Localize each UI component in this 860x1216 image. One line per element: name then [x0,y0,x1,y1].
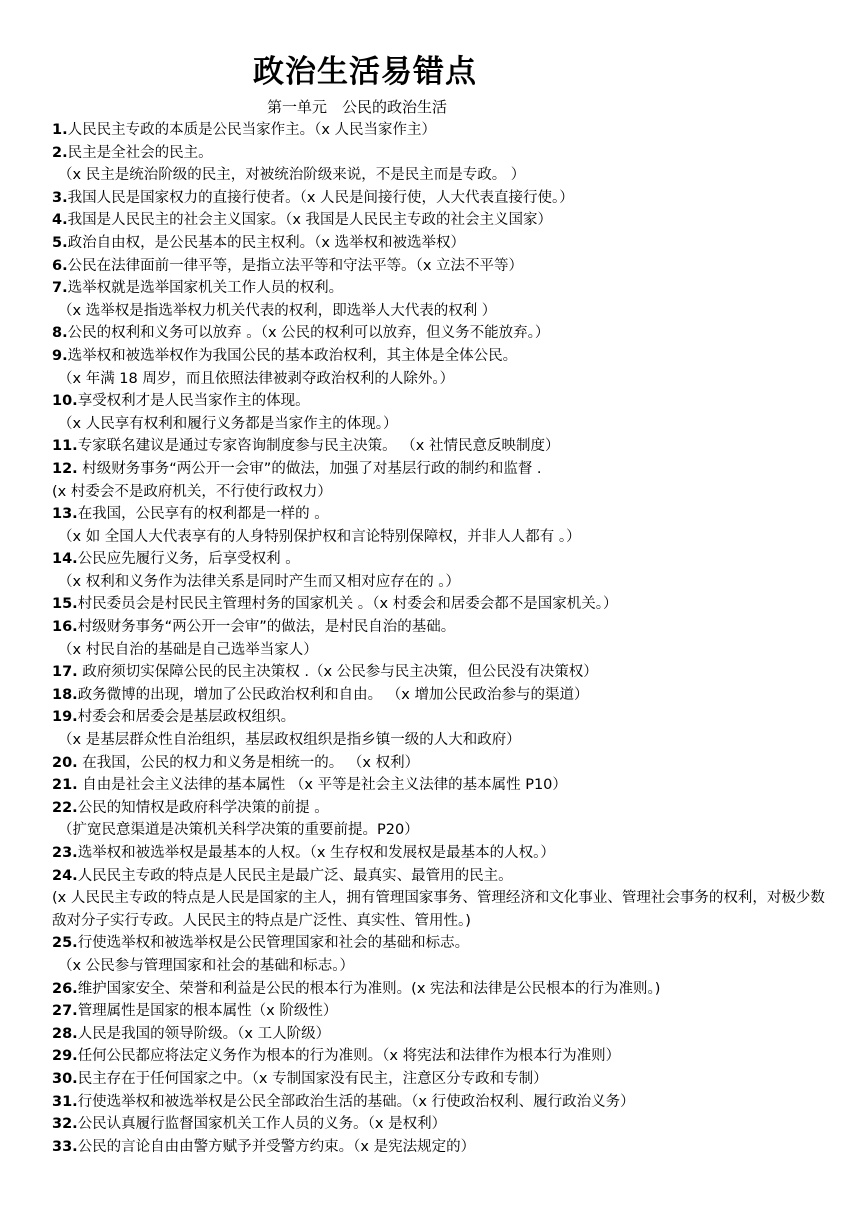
item-line [52,1136,832,1159]
item-number: 17. [52,664,78,681]
item-text: 人民民主专政的本质是公民当家作主。（x 人民当家作主） [67,122,437,138]
item-correction-line [52,526,832,549]
item-text: 管理属性是国家的根本属性（x 阶级性） [77,1003,338,1020]
item-text: 公民应先履行义务，后享受权利 。 [77,551,300,568]
item-number: 10. [52,393,78,410]
item-text: 选举权和被选举权作为我国公民的基本政治权利，其主体是全体公民。 [67,347,518,364]
item-line [52,209,832,232]
item-number: 20. [52,754,78,771]
item-number: 26. [52,980,78,997]
item-text: 民主存在于任何国家之中。（x 专制国家没有民主，注意区分专政和专制） [77,1070,548,1087]
item-number: 18. [52,686,78,703]
item-text: （x 选举权是指选举权力机关代表的权利，即选举人大代表的权利 ） [58,302,497,319]
item-line [52,1045,832,1068]
item-number: 28. [52,1025,78,1042]
item-text: 维护国家安全、荣誉和利益是公民的根本行为准则。(x 宪法和法律是公民根本的行为准则。) [77,980,661,997]
item-line [52,593,832,616]
item-number: 2. [52,144,68,161]
item-text: 政治自由权，是公民基本的民主权利。（x 选举权和被选举权） [67,234,466,251]
item-line [52,277,832,300]
item-text: 公民的权利和义务可以放弃 。（x 公民的权利可以放弃，但义务不能放弃。） [67,325,550,342]
item-line [52,142,832,165]
item-text: (x 人民民主专政的特点是人民是国家的主人，拥有管理国家事务、管理经济和文化事业、管理社会事务的权利，对极少数敌对分子实行专政。人民民主的特点是广泛性、真实性、管用性。) [52,890,825,929]
item-number: 8. [52,325,68,342]
item-number: 14. [52,551,78,568]
item-text: 村级财务事务“两公开一会审”的做法，是村民自治的基础。 [77,619,456,636]
item-line [52,797,832,820]
item-text: （x 是基层群众性自治组织，基层政权组织是指乡镇一级的人大和政府） [58,732,521,749]
item-line [52,503,832,526]
item-correction-line [52,368,832,391]
item-number: 9. [52,347,68,364]
item-text: 在我国，公民的权力和义务是相统一的。 （x 权利） [77,754,420,771]
item-line [52,322,832,345]
document-title: 政治生活易错点 [253,54,477,90]
item-number: 5. [52,234,68,251]
item-text: 公民的言论自由由警方赋予并受警方约束。（x 是宪法规定的） [77,1138,476,1155]
item-line [52,865,832,888]
item-number: 22. [52,799,78,816]
item-line [52,119,832,142]
item-correction-line [52,887,832,932]
item-number: 1. [52,122,68,138]
item-line [52,1068,832,1091]
item-line [52,616,832,639]
item-correction-line [52,164,832,187]
item-line [52,345,832,368]
item-correction-line [52,819,832,842]
item-text: 公民的知情权是政府科学决策的前提 。 [77,799,329,816]
item-number: 33. [52,1138,78,1155]
item-line [52,932,832,955]
item-number: 6. [52,257,68,274]
item-line [52,684,832,707]
item-correction-line [52,300,832,323]
item-text: 行使选举权和被选举权是公民管理国家和社会的基础和标志。 [77,935,470,952]
item-text: （扩宽民意渠道是决策机关科学决策的重要前提。P20） [58,822,419,839]
item-text: 民主是全社会的民主。 [67,144,213,161]
item-text: 公民认真履行监督国家机关工作人员的义务。（x 是权利） [77,1116,447,1133]
item-line [52,390,832,413]
item-text: 享受权利才是人民当家作主的体现。 [77,393,310,410]
item-text: 我国人民是国家权力的直接行使者。（x 人民是间接行使，人大代表直接行使。） [67,189,574,206]
item-text: (x 村委会不是政府机关，不行使行政权力） [52,483,332,500]
item-correction-line [52,639,832,662]
item-correction-line [52,955,832,978]
item-text: 在我国，公民享有的权利都是一样的 。 [77,506,329,523]
item-correction-line [52,481,832,504]
item-text: 村委会和居委会是基层政权组织。 [77,709,296,726]
item-text: 行使选举权和被选举权是公民全部政治生活的基础。（x 行使政治权利、履行政治义务） [77,1093,635,1110]
item-text: 村级财务事务“两公开一会审”的做法，加强了对基层行政的制约和监督 . [77,460,542,477]
item-number: 7. [52,280,68,297]
item-list [52,119,832,1158]
item-text: 人民是我国的领导阶级。（x 工人阶级） [77,1025,331,1042]
item-line [52,842,832,865]
item-number: 23. [52,845,78,861]
item-line [52,774,832,797]
item-number: 13. [52,506,78,523]
item-text: 村民委员会是村民民主管理村务的国家机关 。（x 村委会和居委会都不是国家机关。） [77,596,618,613]
item-text: （x 如 全国人大代表享有的人身特别保护权和言论特别保障权，并非人人都有 。） [58,528,581,545]
item-line [52,752,832,775]
item-number: 19. [52,709,78,726]
unit-subtitle: 第一单元 公民的政治生活 [266,98,447,116]
item-text: 任何公民都应将法定义务作为根本的行为准则。（x 将宪法和法律作为根本行为准则） [77,1048,621,1065]
item-text: （x 公民参与管理国家和社会的基础和标志。） [58,957,354,974]
item-line [52,255,832,278]
item-text: 自由是社会主义法律的基本属性 （x 平等是社会主义法律的基本属性 P10） [77,777,567,794]
item-number: 24. [52,867,78,884]
item-line [52,435,832,458]
item-line [52,548,832,571]
item-text: 专家联名建议是通过专家咨询制度参与民主决策。 （x 社情民意反映制度） [77,438,560,455]
item-number: 27. [52,1003,78,1020]
item-number: 32. [52,1116,78,1133]
item-text: （x 年满 18 周岁，而且依照法律被剥夺政治权利的人除外。） [58,370,455,387]
item-number: 25. [52,935,78,952]
item-correction-line [52,571,832,594]
item-line [52,458,832,481]
item-text: （x 村民自治的基础是自己选举当家人） [58,641,318,658]
item-correction-line [52,729,832,752]
item-line [52,706,832,729]
item-text: 公民在法律面前一律平等，是指立法平等和守法平等。（x 立法不平等） [67,257,524,274]
item-number: 16. [52,619,78,636]
item-number: 15. [52,596,78,613]
item-line [52,1113,832,1136]
item-text: 政府须切实保障公民的民主决策权 .（x 公民参与民主决策，但公民没有决策权） [77,664,598,681]
item-line [52,187,832,210]
item-text: （x 人民享有权利和履行义务都是当家作主的体现。） [58,415,398,432]
item-text: 选举权和被选举权是最基本的人权。（x 生存权和发展权是最基本的人权。） [77,845,555,861]
item-number: 12. [52,460,78,477]
item-number: 21. [52,777,78,794]
item-number: 4. [52,212,68,229]
item-correction-line [52,413,832,436]
item-text: （x 民主是统治阶级的民主，对被统治阶级来说，不是民主而是专政。 ） [58,167,526,184]
item-number: 11. [52,438,78,455]
item-number: 31. [52,1093,78,1110]
item-line [52,232,832,255]
item-number: 30. [52,1070,78,1087]
item-number: 3. [52,189,68,206]
item-line [52,1000,832,1023]
item-line [52,1023,832,1046]
item-text: 人民民主专政的特点是人民民主是最广泛、最真实、最管用的民主。 [77,867,513,884]
item-number: 29. [52,1048,78,1065]
item-text: （x 权利和义务作为法律关系是同时产生而又相对应存在的 。） [58,573,461,590]
item-line [52,661,832,684]
item-text: 政务微博的出现，增加了公民政治权利和自由。 （x 增加公民政治参与的渠道） [77,686,589,703]
item-line [52,978,832,1001]
item-text: 选举权就是选举国家机关工作人员的权利。 [67,280,344,297]
item-line [52,1091,832,1114]
item-text: 我国是人民民主的社会主义国家。（x 我国是人民民主专政的社会主义国家） [67,212,553,229]
